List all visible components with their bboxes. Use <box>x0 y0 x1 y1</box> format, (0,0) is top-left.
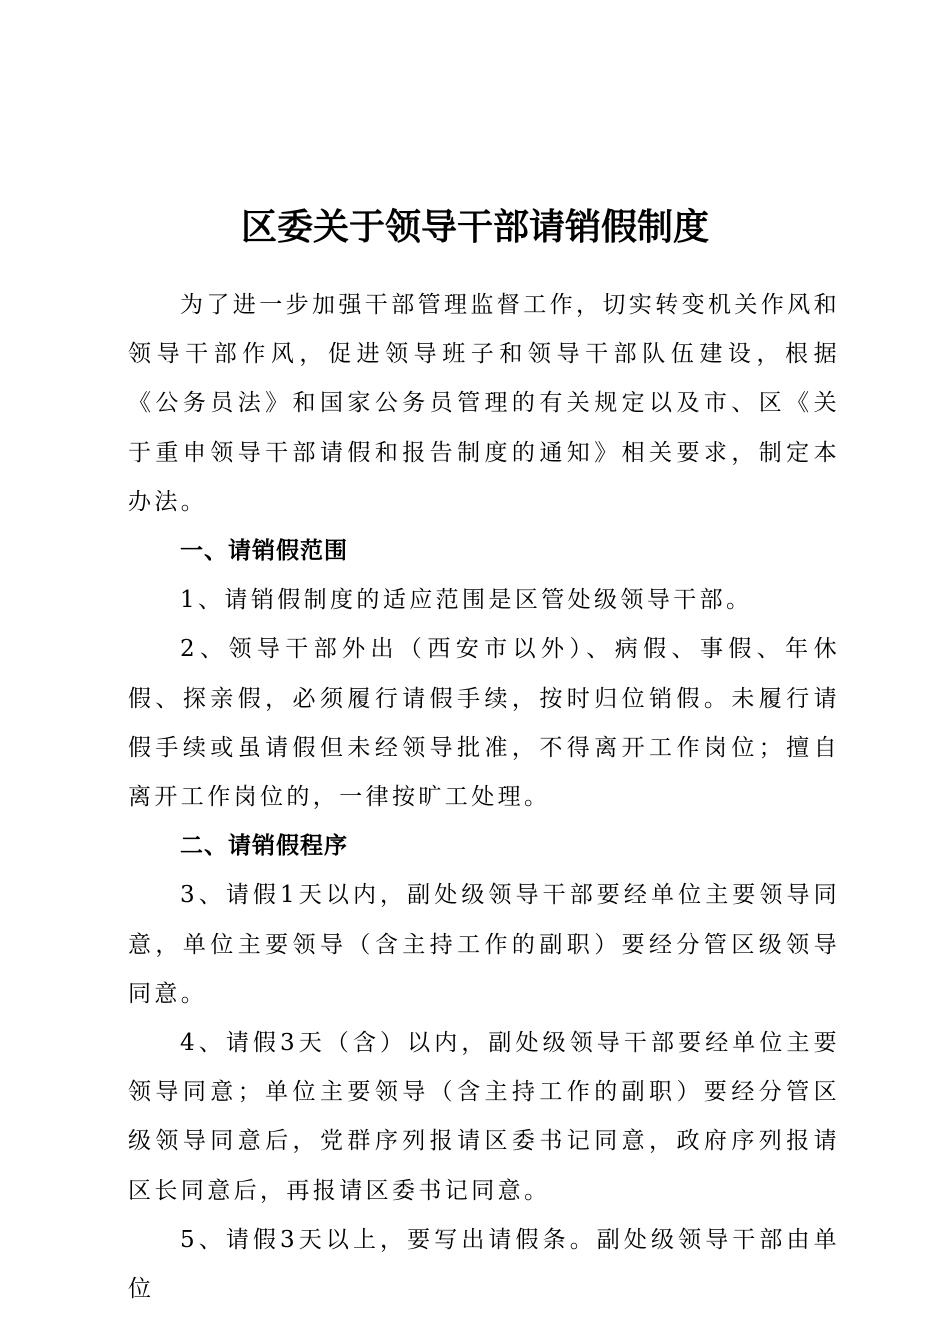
clause-4: 4、请假3天（含）以内，副处级领导干部要经单位主要领导同意；单位主要领导（含主持工作的副职）要经分管区级领导同意后，党群序列报请区委书记同意，政府序列报请区长同意后，再报请区委书记同意。 <box>128 1030 840 1204</box>
clause-2: 2、领导干部外出（西安市以外）、病假、事假、年休假、探亲假，必须履行请假手续，按时归位销假。未履行请假手续或虽请假但未经领导批准，不得离开工作岗位；擅自离开工作岗位的，一律按旷工处理。 <box>128 636 840 811</box>
section-heading-procedure: 二、请销假程序 <box>180 833 348 860</box>
clause-1: 1、请销假制度的适应范围是区管处级领导干部。 <box>180 587 753 614</box>
clause-5: 5、请假3天以上，要写出请假条。副处级领导干部由单位 <box>128 1226 840 1303</box>
section-heading-scope: 一、请销假范围 <box>180 538 348 565</box>
document-title: 区委关于领导干部请销假制度 <box>240 206 709 248</box>
document-body <box>128 281 840 1314</box>
clause-3: 3、请假1天以内，副处级领导干部要经单位主要领导同意，单位主要领导（含主持工作的副职）要经分管区级领导同意。 <box>128 882 840 1007</box>
intro-paragraph: 为了进一步加强干部管理监督工作，切实转变机关作风和领导干部作风，促进领导班子和领导干部队伍建设，根据《公务员法》和国家公务员管理的有关规定以及市、区《关于重申领导干部请假和报告制度的通知》相关要求，制定本办法。 <box>128 292 840 515</box>
